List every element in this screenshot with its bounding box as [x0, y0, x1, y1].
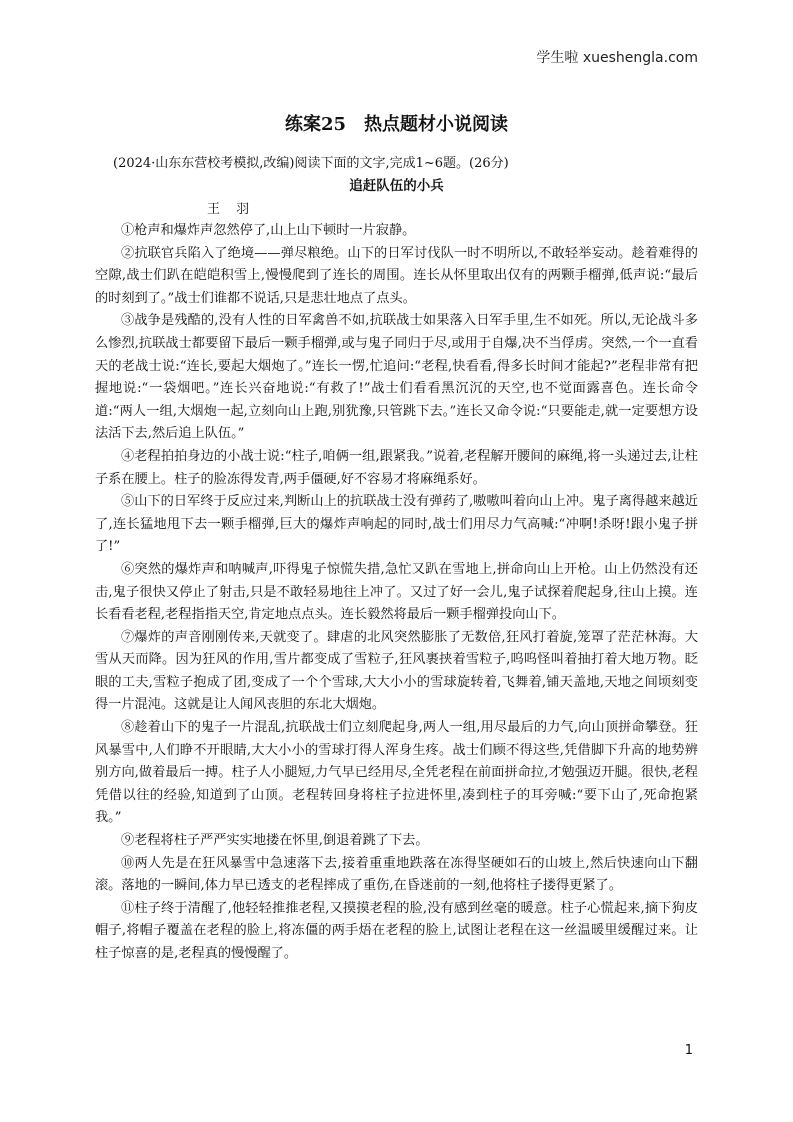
page-title: 练案25 热点题材小说阅读: [284, 114, 509, 135]
story-body: [95, 220, 698, 966]
paragraph: ⑩两人先是在狂风暴雪中急速落下去,接着重重地跌落在冻得坚硬如石的山坡上,然后快速向山下翻滚。落地的一瞬间,体力早已透支的老程摔成了重伤,在昏迷前的一刻,他将柱子搂得更紧了。: [95, 855, 698, 894]
paragraph: ③战争是残酷的,没有人性的日军禽兽不如,抗联战士如果落入日军手里,生不如死。所以,无论战斗多么惨烈,抗联战士都要留下最后一颗手榴弹,或与鬼子同归于尽,或用于自爆,决不当俘虏。突然,一个一直看天的老战士说:“连长,要起大烟炮了。”连长一愣,忙追问:“老程,快看看,得多长时间才能起?”老程非常有把握地说:“一袋烟吧。”连长兴奋地说:“有救了!”战士们看看黑沉沉的天空,也不觉面露喜色。连长命令道:“两人一组,大烟炮一起,立刻向山上跑,别犹豫,只管跳下去。”连长又命令说:“只要能走,就一定要想方设法活下去,然后追上队伍。”: [95, 313, 698, 442]
story-title: 追赶队伍的小兵: [349, 178, 444, 194]
paragraph: ⑨老程将柱子严严实实地搂在怀里,倒退着跳了下去。: [121, 833, 429, 849]
paragraph: ①枪声和爆炸声忽然停了,山上山下顿时一片寂静。: [121, 223, 416, 238]
author-name: 王 羽: [207, 202, 256, 217]
site-watermark: 学生啦 xueshengla.com: [536, 50, 698, 66]
question-intro: (2024·山东东营校考模拟,改编)阅读下面的文字,完成1~6题。(26分): [113, 156, 509, 171]
paragraph: ②抗联官兵陷入了绝境——弹尽粮绝。山下的日军讨伐队一时不明所以,不敢轻举妄动。趁着难得的空隙,战士们趴在皑皑积雪上,慢慢爬到了连长的周围。连长从怀里取出仅有的两颗手榴弹,低声说:“最后的时刻到了。”战士们谁都不说话,只是悲壮地点了点头。: [95, 245, 698, 306]
paragraph: ⑤山下的日军终于反应过来,判断山上的抗联战士没有弹药了,嗷嗷叫着向山上冲。鬼子离得越来越近了,连长猛地甩下去一颗手榴弹,巨大的爆炸声响起的同时,战士们用尽力气高喊:“冲啊!杀呀!跟小鬼子拼了!”: [95, 494, 698, 555]
paragraph: ⑥突然的爆炸声和呐喊声,吓得鬼子惊慌失措,急忙又趴在雪地上,拼命向山上开枪。山上仍然没有还击,鬼子很快又停止了射击,只是不敢轻易地往上冲了。又过了好一会儿,鬼子试探着爬起身,往山上摸。连长看看老程,老程指指天空,肯定地点点头。连长毅然将最后一颗手榴弹投向山下。: [95, 561, 698, 623]
paragraph: ⑦爆炸的声音刚刚传来,天就变了。肆虐的北风突然膨胀了无数倍,狂风打着旋,笼罩了茫茫林海。大雪从天而降。因为狂风的作用,雪片都变成了雪粒子,狂风裹挟着雪粒子,呜呜怪叫着抽打着大地万物。眨眼的工夫,雪粒子抱成了团,变成了一个个雪球,大大小小的雪球旋转着,飞舞着,铺天盖地,天地之间顷刻变得一片混沌。这就是让人闻风丧胆的东北大烟炮。: [95, 629, 698, 713]
paragraph: ⑪柱子终于清醒了,他轻轻推推老程,又摸摸老程的脸,没有感到丝毫的暖意。柱子心慌起来,摘下狗皮帽子,将帽子覆盖在老程的脸上,将冻僵的两手焐在老程的脸上,试图让老程在这一丝温暖里缓醒过来。让柱子惊喜的是,老程真的慢慢醒了。: [95, 900, 698, 961]
paragraph: ⑧趁着山下的鬼子一片混乱,抗联战士们立刻爬起身,两人一组,用尽最后的力气,向山顶拼命攀登。狂风暴雪中,人们睁不开眼睛,大大小小的雪球打得人浑身生疼。战士们顾不得这些,凭借脚下升高的地势辨别方向,做着最后一搏。柱子人小腿短,力气早已经用尽,全凭老程在前面拼命拉,才勉强迈开腿。很快,老程凭借以往的经验,知道到了山顶。老程转回身将柱子拉进怀里,凑到柱子的耳旁喊:“要下山了,死命抱紧我。”: [95, 720, 698, 826]
page-number: 1: [684, 1043, 693, 1058]
paragraph: ④老程拍拍身边的小战士说:“柱子,咱俩一组,跟紧我。”说着,老程解开腰间的麻绳,将一头递过去,让柱子系在腰上。柱子的脸冻得发青,两手僵硬,好不容易才将麻绳系好。: [95, 448, 698, 487]
